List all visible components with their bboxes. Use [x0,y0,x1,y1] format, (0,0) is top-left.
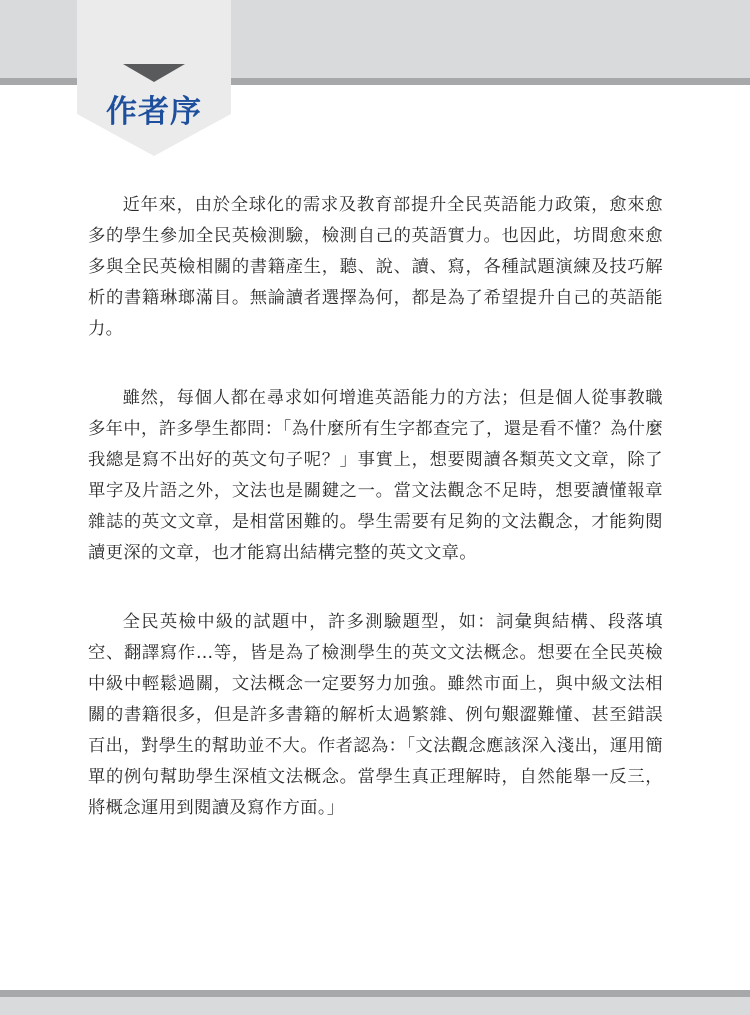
footer-band [0,997,750,1015]
paragraph-1: 近年來，由於全球化的需求及教育部提升全民英語能力政策，愈來愈多的學生參加全民英檢測驗，檢測自己的英語實力。也因此，坊間愈來愈多與全民英檢相關的書籍產生，聽、說、讀、寫，各種試題演練及技巧解析的書籍琳瑯滿目。無論讀者選擇為何，都是為了希望提升自己的英語能力。 [88,195,663,339]
paragraph-3: 全民英檢中級的試題中，許多測驗題型，如：詞彙與結構、段落填空、翻譯寫作…等，皆是為了檢測學生的英文文法概念。想要在全民英檢中級中輕鬆過關，文法概念一定要努力加強。雖然市面上，與中級文法相關的書籍很多，但是許多書籍的解析太過繁雜、例句艱澀難懂、甚至錯誤百出，對學生的幫助並不大。作者認為：「文法觀念應該深入淺出，運用簡單的例句幫助學生深植文法概念。當學生真正理解時，自然能舉一反三，將概念運用到閱讀及寫作方面。」 [88,612,663,818]
section-badge [77,0,231,156]
preface-body [88,190,663,862]
badge-shape [77,0,231,156]
paragraph-2: 雖然，每個人都在尋求如何增進英語能力的方法；但是個人從事教職多年中，許多學生都問：「為什麼所有生字都查完了，還是看不懂？為什麼我總是寫不出好的英文句子呢？」事實上，想要閱讀各類英文文章，除了單字及片語之外，文法也是關鍵之一。當文法觀念不足時，想要讀懂報章雜誌的英文文章，是相當困難的。學生需要有足夠的文法觀念，才能夠閱讀更深的文章，也才能寫出結構完整的英文文章。 [88,388,663,563]
page-title: 作者序 [106,94,202,130]
footer-rule [0,990,750,997]
